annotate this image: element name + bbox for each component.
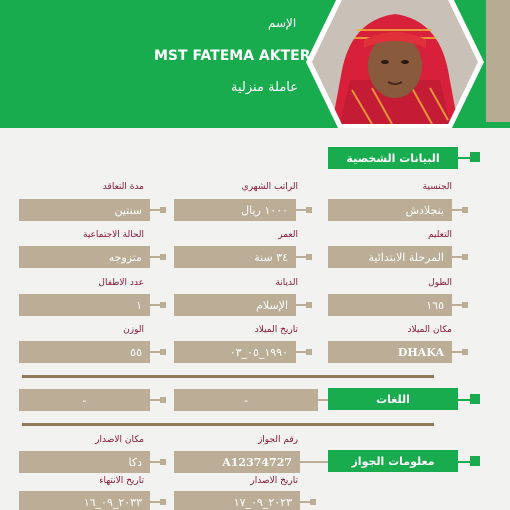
- religion-field: الإسلام: [174, 294, 296, 316]
- field-marker: [306, 254, 312, 260]
- field-connector: [452, 351, 462, 353]
- field-connector: [150, 461, 160, 463]
- section-passport: معلومات الجواز: [328, 450, 458, 472]
- nationality-label: الجنسية: [422, 182, 452, 192]
- marital-label: الحالة الاجتماعية: [83, 230, 144, 240]
- age-field: ٣٤ سنة: [174, 246, 296, 268]
- field-marker: [306, 207, 312, 213]
- issue-place-field: دكا: [19, 451, 150, 473]
- divider: [22, 375, 434, 378]
- religion-label: الديانة: [275, 278, 298, 288]
- section-connector: [458, 461, 470, 463]
- salary-field: ١٠٠٠ ريال: [174, 199, 296, 221]
- field-connector: [150, 399, 160, 401]
- field-marker: [306, 349, 312, 355]
- issue-date-label: تاريخ الاصدار: [250, 476, 298, 486]
- field-connector: [296, 209, 306, 211]
- language-field-1: -: [19, 389, 150, 411]
- field-marker: [462, 207, 468, 213]
- section-marker: [470, 394, 480, 404]
- passport-number-field: A12374727: [174, 451, 300, 473]
- field-connector: [296, 351, 306, 353]
- field-connector: [452, 256, 462, 258]
- age-label: العمر: [278, 230, 298, 240]
- field-connector: [150, 209, 160, 211]
- section-languages: اللغات: [328, 388, 458, 410]
- field-connector: [150, 304, 160, 306]
- employee-name: MST FATEMA AKTER: [154, 48, 311, 64]
- field-marker: [310, 499, 316, 505]
- divider: [22, 423, 434, 426]
- field-connector: [150, 256, 160, 258]
- field-marker: [160, 397, 166, 403]
- field-marker: [462, 302, 468, 308]
- field-connector: [296, 304, 306, 306]
- field-connector: [452, 209, 462, 211]
- birthplace-label: مكان الميلاد: [407, 325, 452, 335]
- expiry-label: تاريخ الانتهاء: [99, 476, 144, 486]
- field-marker: [462, 254, 468, 260]
- field-connector: [150, 501, 160, 503]
- field-connector: [296, 256, 306, 258]
- weight-field: ٥٥: [19, 341, 150, 363]
- salary-label: الراتب الشهري: [241, 182, 298, 192]
- field-marker: [160, 254, 166, 260]
- profile-photo-frame: [306, 0, 484, 128]
- contract-field: سنتين: [19, 199, 150, 221]
- field-connector: [300, 461, 328, 463]
- field-marker: [160, 499, 166, 505]
- birthdate-label: تاريخ الميلاد: [254, 325, 298, 335]
- education-field: المرحلة الابتدائية: [328, 246, 452, 268]
- field-marker: [160, 207, 166, 213]
- field-connector: [318, 399, 328, 401]
- birthplace-field: DHAKA: [328, 341, 452, 363]
- header-side-tab: [486, 0, 510, 122]
- expiry-field: ٢٠٣٣_٠٩_١٦: [19, 491, 150, 510]
- profile-photo: [312, 0, 478, 124]
- height-field: ١٦٥: [328, 294, 452, 316]
- field-connector: [150, 351, 160, 353]
- field-marker: [160, 459, 166, 465]
- field-connector: [452, 304, 462, 306]
- section-connector: [458, 157, 470, 159]
- occupation: عاملة منزلية: [231, 80, 298, 95]
- field-marker: [462, 349, 468, 355]
- children-label: عدد الاطفال: [98, 278, 144, 288]
- weight-label: الوزن: [123, 325, 144, 335]
- section-marker: [470, 152, 480, 162]
- section-personal: البيانات الشخصية: [328, 147, 458, 169]
- passport-number-label: رقم الجواز: [257, 435, 298, 445]
- section-connector: [458, 399, 470, 401]
- children-field: ١: [19, 294, 150, 316]
- nationality-field: بنجلادش: [328, 199, 452, 221]
- field-marker: [160, 349, 166, 355]
- language-field-2: -: [174, 389, 318, 411]
- field-marker: [160, 302, 166, 308]
- birthdate-field: ١٩٩٠_٠٥_٠٣: [174, 341, 296, 363]
- field-marker: [306, 302, 312, 308]
- contract-label: مدة التعاقد: [102, 182, 144, 192]
- issue-place-label: مكان الاصدار: [95, 435, 144, 445]
- name-label: الإسم: [268, 16, 297, 30]
- section-marker: [470, 456, 480, 466]
- marital-field: متزوجه: [19, 246, 150, 268]
- field-connector: [300, 501, 310, 503]
- education-label: التعليم: [428, 230, 452, 240]
- issue-date-field: ٢٠٢٣_٠٩_١٧: [174, 491, 300, 510]
- height-label: الطول: [428, 278, 452, 288]
